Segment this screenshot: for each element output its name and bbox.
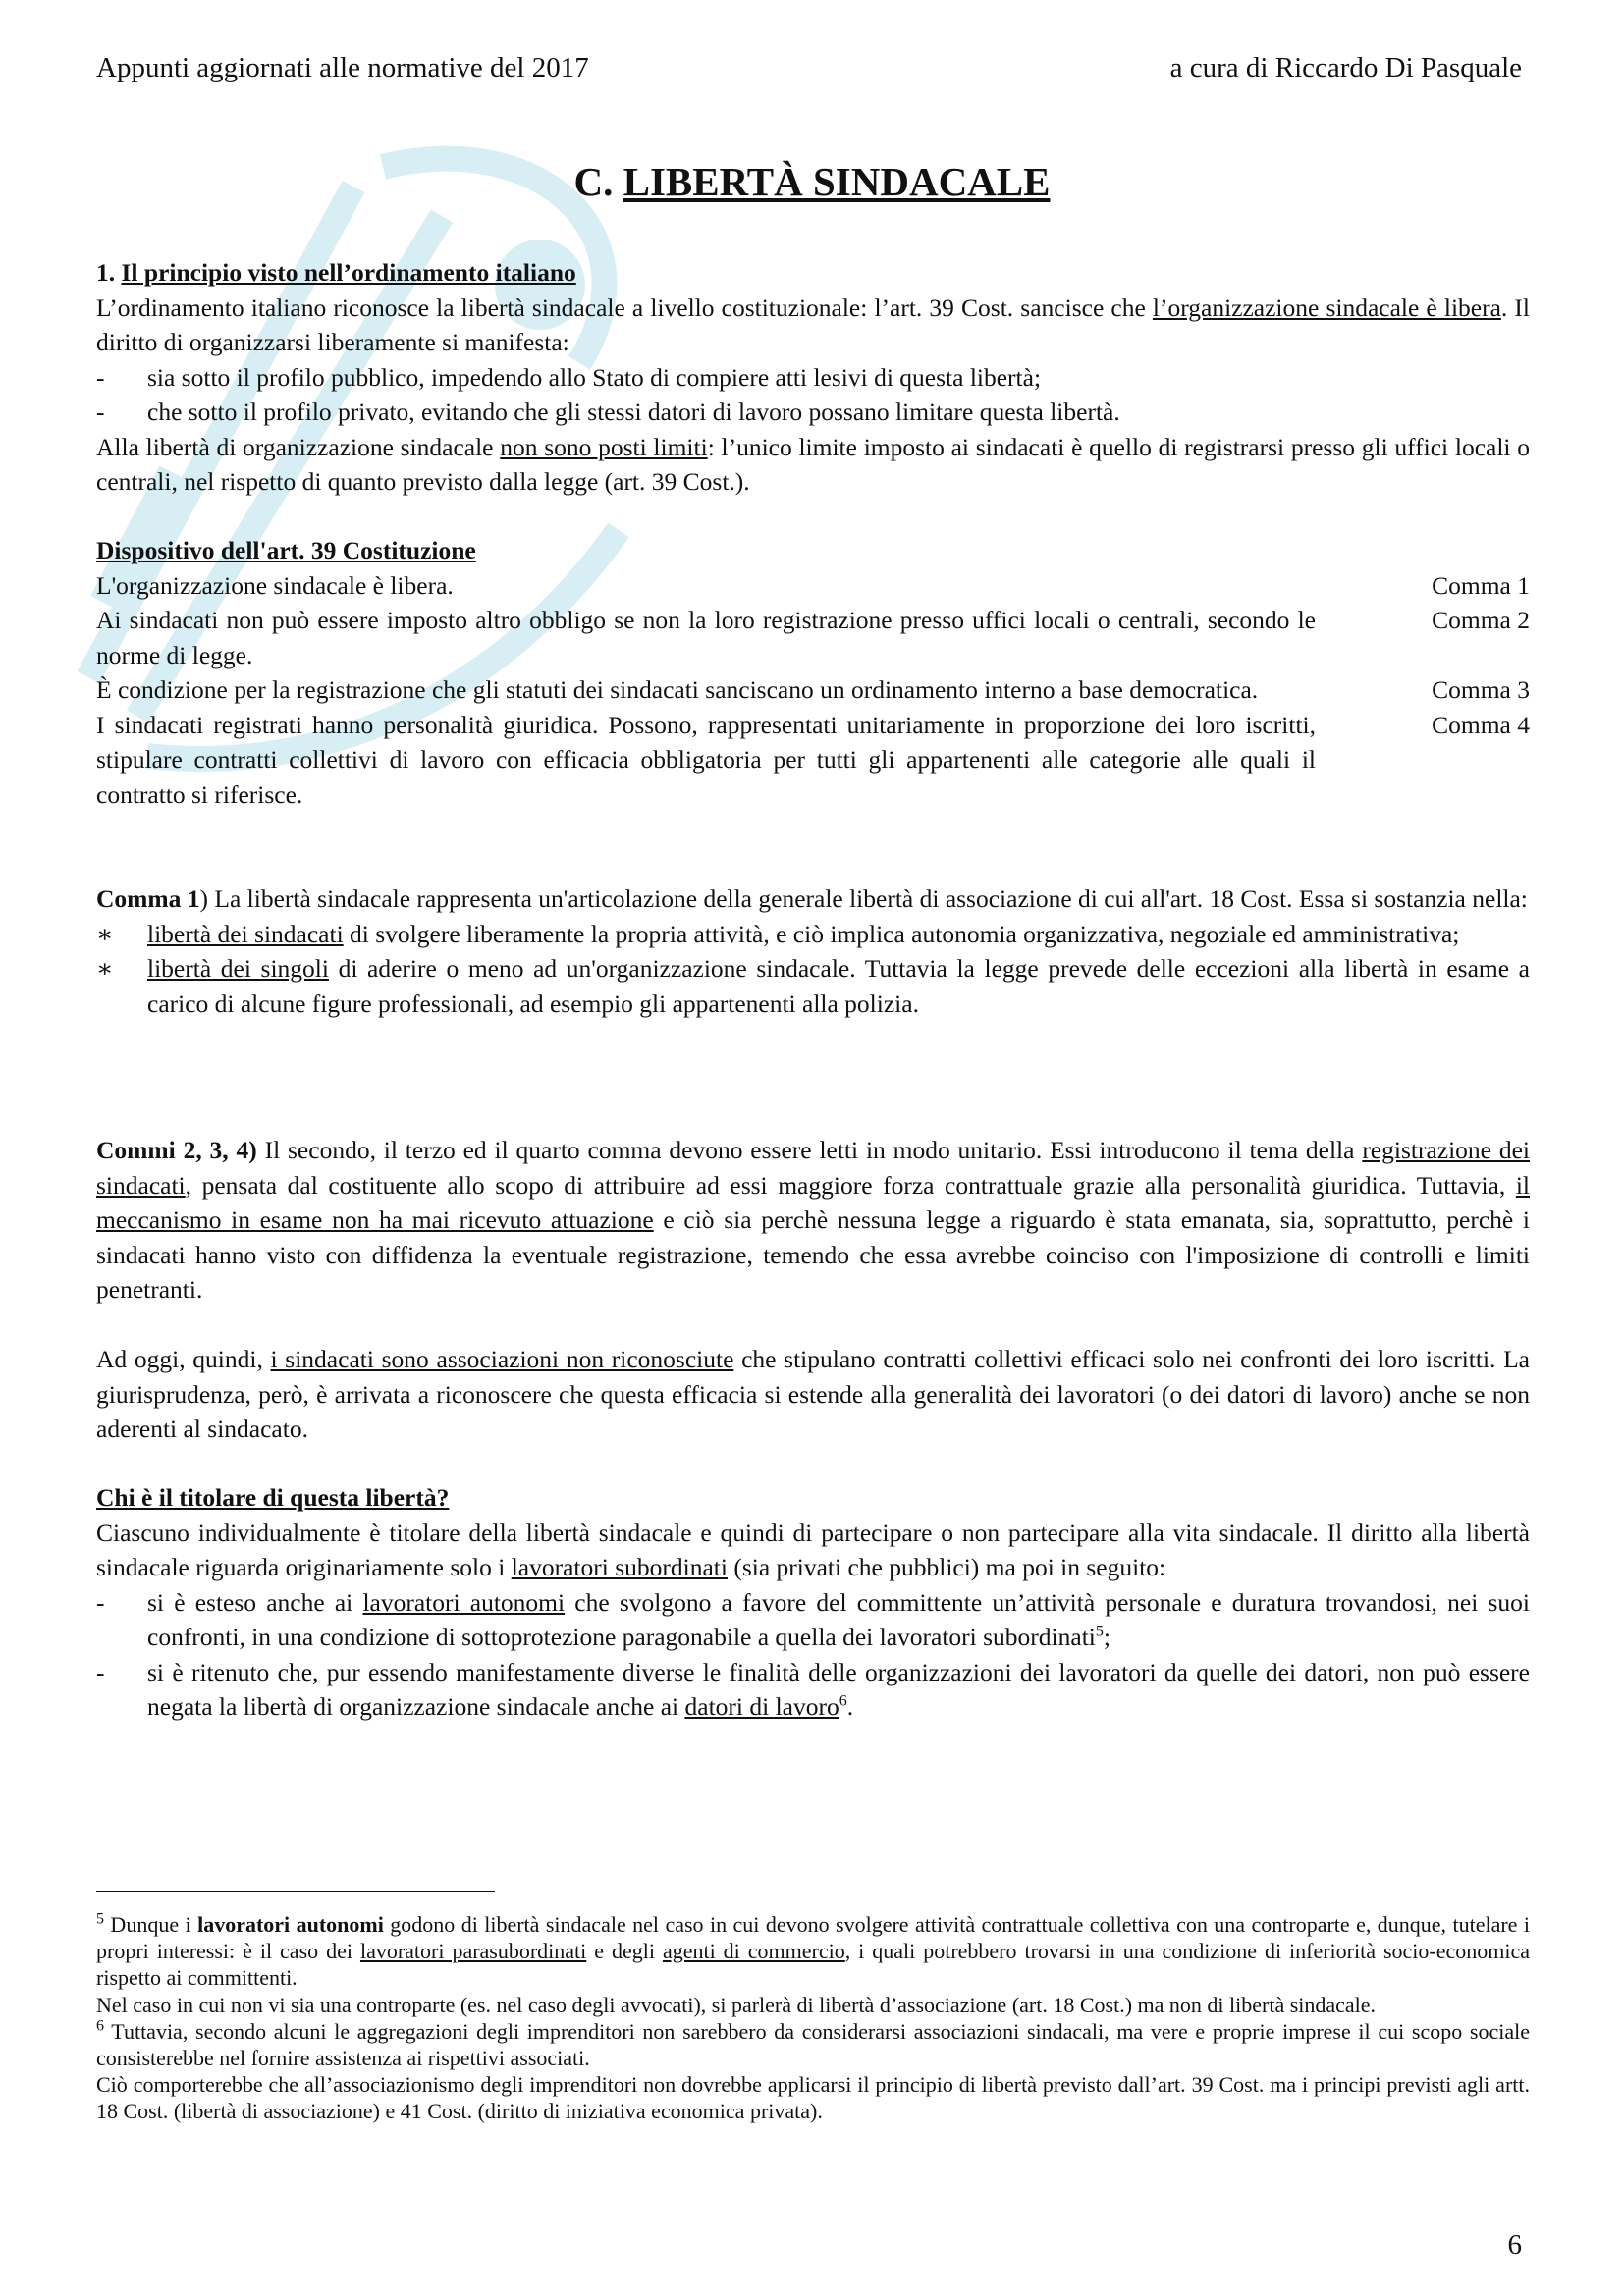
footnote-separator — [96, 1891, 495, 1892]
chapter-title-text: LIBERTÀ SINDACALE — [623, 159, 1051, 204]
comma-1-paragraph: Comma 1) La libertà sindacale rappresenta un'articolazione della generale libertà di associazione di cui all'art. 18 Cost. Essa si sostanzia nella: — [96, 884, 1528, 913]
footnote-6: $^6$ Tuttavia, secondo alcuni le aggregazioni degli imprenditori non sarebbero da considerarsi associazioni sindacali, ma vere e proprie imprese il cui scopo sociale consisterebbe nel fornire assistenza ai rispettivi associati. — [96, 2017, 1530, 2071]
art39-section — [96, 533, 1530, 812]
footnotes — [96, 1911, 1530, 2125]
footnote-5: $^5$ Dunque i lavoratori autonomi godono di libertà sindacale nel caso in cui devono svolgere attività contrattuale collettiva con una controparte e, dunque, tutelare i propri interessi: è il caso dei lavoratori parasubordinati e degli agenti di commercio, i quali potrebbero trovarsi in una condizione di inferiorità socio-economica rispetto ai committenti. — [96, 1910, 1530, 1991]
footnote-ref-5[interactable]: 5 — [1095, 1623, 1104, 1640]
commi-234-paragraph: Commi 2, 3, 4) Il secondo, il terzo ed il quarto comma devono essere letti in modo unitario. Essi introducono il tema della registrazione dei sindacati, pensata dal costituente allo scopo di attribuire ad essi maggiore forza contrattuale grazie alla personalità giuridica. Tuttavia, il meccanismo in esame non ha mai ricevuto attuazione e ciò sia perchè nessuna legge a riguardo è stata emanata, sia, soprattutto, perchè i sindacati hanno visto con diffidenza la eventuale registrazione, temendo che essa avrebbe coinciso con l'imposizione di controlli e limiti penetranti. — [96, 1136, 1530, 1304]
footnote-ref-6[interactable]: 6 — [839, 1692, 847, 1710]
table-row: I sindacati registrati hanno personalità giuridica. Possono, rappresentati unitariamente in proporzione dei loro iscritti, stipulare contratti collettivi di lavoro con efficacia obbligatoria per tutti gli appartenenti alle categorie alle quali il contratto si riferisce. Comma 4 — [96, 710, 1530, 809]
list-item: ∗ libertà dei singoli di aderire o meno ad un'organizzazione sindacale. Tuttavia la legge prevede delle eccezioni alla libertà in esame a carico di alcune figure professionali, ad esempio gli appartenenti alla polizia. — [96, 954, 1530, 1018]
titolare-section — [96, 1480, 1530, 1725]
list-item: - si è ritenuto che, pur essendo manifestamente diverse le finalità delle organizzazioni dei lavoratori da quelle dei datori, non può essere negata la libertà di organizzazione sindacale anche ai datori di lavoro$^6$. — [96, 1657, 1530, 1721]
header-left: Appunti aggiornati alle normative del 2017 — [96, 52, 589, 83]
list-item: - sia sotto il profilo pubblico, impedendo allo Stato di compiere atti lesivi di questa libertà; — [96, 362, 1042, 392]
list-item: - che sotto il profilo privato, evitando che gli stessi datori di lavoro possano limitare questa libertà. — [96, 398, 1120, 426]
titolare-paragraph: Ciascuno individualmente è titolare della libertà sindacale e quindi di partecipare o non partecipare alla vita sindacale. Il diritto alla libertà sindacale riguarda originariamente solo i lavoratori subordinati (sia privati che pubblici) ma poi in seguito: — [96, 1518, 1530, 1581]
section-1 — [96, 255, 1530, 500]
section-1-paragraph-1: L’ordinamento italiano riconosce la libertà sindacale a livello costituzionale: l’art. 39 Cost. sancisce che l’organizzazione sindacale è libera. Il diritto di organizzarsi liberamente si manifesta: — [96, 293, 1530, 356]
header-right: a cura di Riccardo Di Pasquale — [1169, 52, 1522, 83]
list-item: ∗ libertà dei sindacati di svolgere liberamente la propria attività, e ciò implica autonomia organizzativa, negoziale ed amministrativa; — [96, 919, 1460, 948]
ad-oggi-paragraph: Ad oggi, quindi, i sindacati sono associazioni non riconosciute che stipulano contratti collettivi efficaci solo nei confronti dei loro iscritti. La giurisprudenza, però, è arrivata a riconoscere che questa efficacia si estende alla generalità dei lavoratori (o dei datori di lavoro) anche se non aderenti al sindacato. — [96, 1345, 1530, 1443]
table-row: L'organizzazione sindacale è libera. Comma 1 — [96, 570, 1530, 600]
table-row: È condizione per la registrazione che gli statuti dei sindacati sanciscano un ordinamento interno a base democratica. Comma 3 — [96, 675, 1530, 704]
list-item: - si è esteso anche ai lavoratori autonomi che svolgono a favore del committente un’attività personale e duratura trovandosi, nei suoi confronti, in una condizione di sottoprotezione paragonabile a quella dei lavoratori subordinati$^5$; — [96, 1587, 1530, 1651]
section-1-paragraph-2: Alla libertà di organizzazione sindacale non sono posti limiti: l’unico limite imposto ai sindacati è quello di registrarsi presso gli uffici locali o centrali, nel rispetto di quanto previsto dalla legge (art. 39 Cost.). — [96, 432, 1530, 496]
page-header — [96, 51, 1522, 86]
art39-heading: Dispositivo dell'art. 39 Costituzione — [96, 536, 476, 564]
section-1-heading: 1. Il principio visto nell’ordinamento italiano — [96, 258, 576, 287]
comma-1-section — [96, 881, 1530, 1021]
table-row: Ai sindacati non può essere imposto altro obbligo se non la loro registrazione presso uffici locali o centrali, secondo le norme di legge. Comma 2 — [96, 606, 1530, 669]
footnote-5-continued: Nel caso in cui non vi sia una controparte (es. nel caso degli avvocati), si parlerà di libertà d’associazione (art. 18 Cost.) ma non di libertà sindacale. — [96, 1992, 1377, 2017]
art39-table — [96, 568, 1530, 813]
titolare-heading: Chi è il titolare di questa libertà? — [96, 1483, 450, 1512]
footnote-6-continued: Ciò comporterebbe che all’associazionismo degli imprenditori non dovrebbe applicarsi il principio di libertà previsto dall’art. 39 Cost. ma i principi previsti agli artt. 18 Cost. (libertà di associazione) e 41 Cost. (diritto di iniziativa economica privata). — [96, 2072, 1530, 2124]
page-number: 6 — [1507, 2229, 1522, 2261]
chapter-title: C. LIBERTÀ SINDACALE — [573, 159, 1051, 204]
